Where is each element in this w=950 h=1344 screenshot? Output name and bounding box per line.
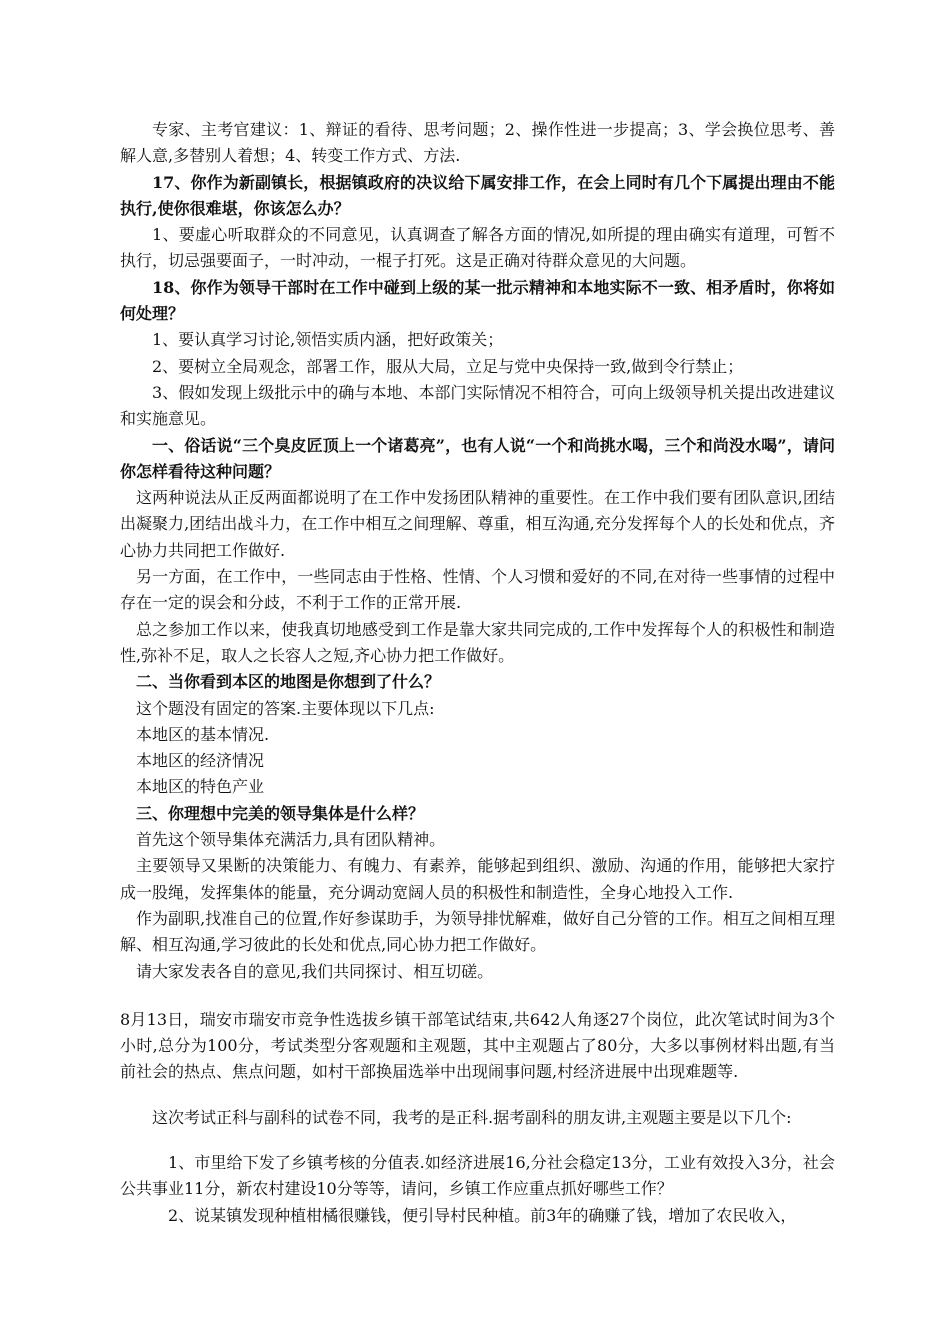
answer-3-paragraph-1: 首先这个领导集体充满活力,具有团队精神。 — [136, 830, 446, 850]
answer-3-paragraph-4: 请大家发表各自的意见,我们共同探讨、相互切磋。 — [136, 961, 494, 981]
answer-2-point-3: 本地区的特色产业 — [136, 777, 265, 797]
answer-2-point-1: 本地区的基本情况. — [136, 724, 270, 744]
answer-1-paragraph-3: 总之参加工作以来，使我真切地感受到工作是靠大家共同完成的,工作中发挥每个人的积极性和制造性,弥补不足，取人之长容人之短,齐心协力把工作做好。 — [120, 619, 835, 665]
answer-17-paragraph: 1、要虚心听取群众的不同意见，认真调查了解各方面的情况,如所提的理由确实有道理，可暂不执行，切忌强要面子，一时冲动，一棍子打死。这是正确对待群众意见的大问题。 — [120, 225, 835, 271]
answer-18-item-2: 2、要树立全局观念，部署工作，服从大局，立足与党中央保持一致,做到令行禁止； — [152, 356, 744, 376]
answer-18-item-1: 1、要认真学习讨论,领悟实质内涵，把好政策关； — [152, 330, 504, 350]
question-2-heading: 二、当你看到本区的地图是你想到了什么？ — [136, 672, 441, 692]
spacer — [120, 1131, 835, 1150]
answer-18-item-3: 3、假如发现上级批示中的确与本地、本部门实际情况不相符合，可向上级领导机关提出改进建议和实施意见。 — [120, 382, 835, 429]
expert-advice-paragraph: 专家、主考官建议：1、辩证的看待、思考问题；2、操作性进一步提高；3、学会换位思考、善解人意,多替别人着想；4、转变工作方式、方法. — [120, 120, 835, 166]
answer-2-point-2: 本地区的经济情况 — [136, 751, 265, 771]
exam-report-paragraph: 8月13日，瑞安市瑞安市竞争性选拔乡镇干部笔试结束,共642人角逐27个岗位，此次笔试时间为3个小时,总分为100分，考试类型分客观题和主观题，其中主观题占了80分，大多以事例材料出题,有当前社会的热点、焦点问题，如村干部换届选举中出现闹事问题,村经济进展中出现难题等. — [120, 1009, 835, 1082]
exam-note-paragraph: 这次考试正科与副科的试卷不同，我考的是正科.据考副科的朋友讲,主观题主要是以下几个: — [152, 1107, 792, 1127]
document-body — [120, 117, 835, 1229]
question-1-heading: 一、俗话说“三个臭皮匠顶上一个诸葛亮”，也有人说“一个和尚挑水喝，三个和尚没水喝”，请问你怎样看待这种问题？ — [120, 435, 835, 481]
spacer — [120, 985, 835, 1007]
spacer — [120, 1086, 835, 1105]
exam-question-1: 1、市里给下发了乡镇考核的分值表.如经济进展16,分社会稳定13分，工业有效投入3分，社会公共事业11分，新农村建设10分等等，请问，乡镇工作应重点抓好哪些工作？ — [120, 1152, 835, 1199]
answer-1-paragraph-1: 这两种说法从正反两面都说明了在工作中发扬团队精神的重要性。在工作中我们要有团队意识,团结出凝聚力,团结出战斗力，在工作中相互之间理解、尊重，相互沟通,充分发挥每个人的长处和优点，齐心协力共同把工作做好. — [120, 488, 835, 560]
question-18-heading: 18、你作为领导干部时在工作中碰到上级的某一批示精神和本地实际不一致、相矛盾时，你将如何处理？ — [120, 277, 835, 324]
question-3-heading: 三、你理想中完美的领导集体是什么样？ — [136, 803, 425, 823]
answer-3-paragraph-2: 主要领导又果断的决策能力、有魄力、有素养，能够起到组织、激励、沟通的作用，能够把大家拧成一股绳，发挥集体的能量，充分调动宽阔人员的积极性和制造性，全身心地投入工作. — [120, 856, 835, 902]
answer-3-paragraph-3: 作为副职,找准自己的位置,作好参谋助手，为领导排忧解难，做好自己分管的工作。相互之间相互理解、相互沟通,学习彼此的长处和优点,同心协力把工作做好。 — [120, 908, 835, 955]
answer-2-intro: 这个题没有固定的答案.主要体现以下几点: — [136, 698, 435, 718]
question-17-heading: 17、你作为新副镇长，根据镇政府的决议给下属安排工作，在会上同时有几个下属提出理由不能执行,使你很难堪，你该怎么办？ — [120, 172, 835, 218]
answer-1-paragraph-2: 另一方面，在工作中，一些同志由于性格、性情、个人习惯和爱好的不同,在对待一些事情的过程中存在一定的误会和分歧，不利于工作的正常开展. — [120, 567, 835, 613]
exam-question-2: 2、说某镇发现种植柑橘很赚钱，便引导村民种植。前3年的确赚了钱，增加了农民收入， — [168, 1205, 797, 1225]
